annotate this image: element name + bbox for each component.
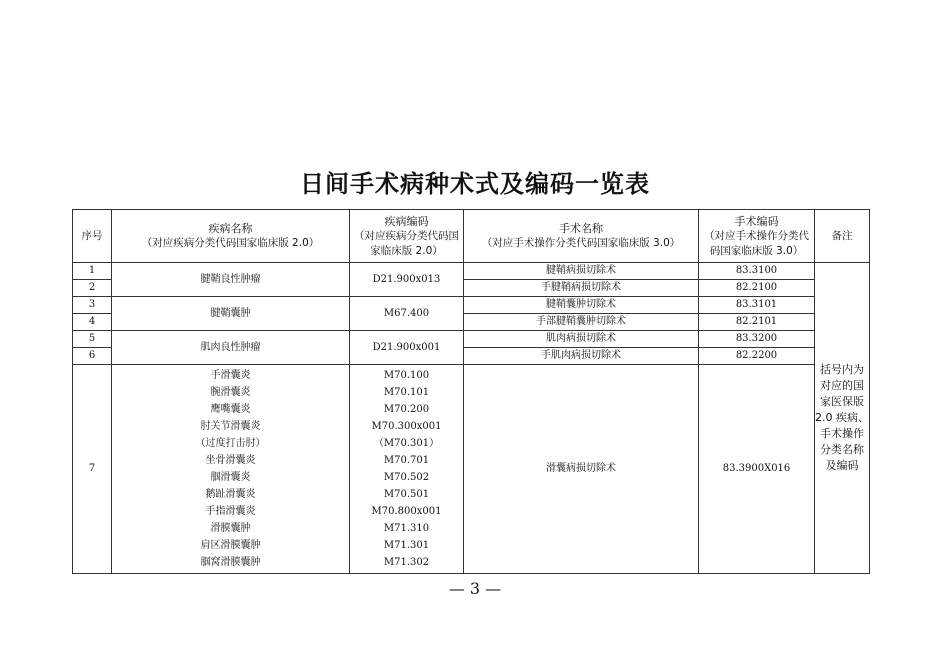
operation-code: 83.3101 <box>699 297 815 314</box>
disease-name: 坐骨滑囊炎 <box>205 455 256 466</box>
col-header-remark: 备注 <box>815 210 870 263</box>
disease-code: M70.701 <box>383 455 430 466</box>
col-header-disease-code: 疾病编码 （对应疾病分类代码国家临床版 2.0） <box>350 210 464 263</box>
header-row <box>73 210 870 263</box>
disease-code: M67.400 <box>350 297 464 331</box>
disease-code: D21.900x001 <box>350 331 464 365</box>
operation-name: 腱鞘囊肿切除术 <box>464 297 699 314</box>
operation-name: 腱鞘病损切除术 <box>464 263 699 280</box>
disease-code: M70.101 <box>383 387 430 398</box>
table-row <box>73 365 870 574</box>
remark-cell: 括号内为对应的国家医保版 2.0 疾病、手术操作分类名称及编码 <box>815 263 870 574</box>
disease-name: 腘窝滑膜囊肿 <box>200 557 261 568</box>
disease-name: （过度打击肘） <box>195 438 266 449</box>
disease-name: 鹅趾滑囊炎 <box>205 489 256 500</box>
operation-name: 手肌肉病损切除术 <box>464 348 699 365</box>
col-header-op-name: 手术名称 （对应手术操作分类代码国家临床版 3.0） <box>464 210 699 263</box>
disease-name: 腱鞘良性肿瘤 <box>112 263 350 297</box>
col-header-no: 序号 <box>73 210 112 263</box>
page-number: — 3 — <box>448 579 502 598</box>
disease-name-list <box>112 365 350 574</box>
disease-name: 腱鞘囊肿 <box>112 297 350 331</box>
disease-code: M71.310 <box>383 523 430 534</box>
operation-code: 82.2100 <box>699 280 815 297</box>
operation-name: 手腱鞘病损切除术 <box>464 280 699 297</box>
operation-code: 83.3900X016 <box>699 365 815 574</box>
disease-name: 滑膜囊肿 <box>210 523 251 534</box>
disease-code: （M70.301） <box>373 438 440 449</box>
disease-code: D21.900x013 <box>350 263 464 297</box>
table-row <box>73 297 870 314</box>
operation-code: 82.2200 <box>699 348 815 365</box>
disease-name: 腕滑囊炎 <box>210 387 251 398</box>
operation-name: 肌肉病损切除术 <box>464 331 699 348</box>
disease-code: M70.200 <box>383 404 430 415</box>
operation-name: 滑囊病损切除术 <box>464 365 699 574</box>
table-row <box>73 263 870 280</box>
disease-code: M71.302 <box>383 557 430 568</box>
operation-code: 83.3100 <box>699 263 815 280</box>
disease-name: 手滑囊炎 <box>210 370 251 381</box>
row-number: 6 <box>73 348 112 365</box>
table-row <box>73 331 870 348</box>
disease-name: 肘关节滑囊炎 <box>200 421 261 432</box>
col-header-op-code: 手术编码 （对应手术操作分类代码国家临床版 3.0） <box>699 210 815 263</box>
row-number: 5 <box>73 331 112 348</box>
row-number: 7 <box>73 365 112 574</box>
disease-name: 鹰嘴囊炎 <box>210 404 251 415</box>
disease-code: M70.502 <box>383 472 430 483</box>
disease-code: M70.300x001 <box>371 421 442 432</box>
disease-code: M71.301 <box>383 540 430 551</box>
col-header-disease-name: 疾病名称 （对应疾病分类代码国家临床版 2.0） <box>112 210 350 263</box>
procedure-table <box>72 209 870 574</box>
disease-name: 肩区滑膜囊肿 <box>200 540 261 551</box>
disease-name: 肌肉良性肿瘤 <box>112 331 350 365</box>
disease-code: M70.100 <box>383 370 430 381</box>
disease-code: M70.800x001 <box>371 506 442 517</box>
disease-name: 手指滑囊炎 <box>205 506 256 517</box>
row-number: 4 <box>73 314 112 331</box>
disease-code-list <box>350 365 464 574</box>
disease-code: M70.501 <box>383 489 430 500</box>
row-number: 2 <box>73 280 112 297</box>
operation-name: 手部腱鞘囊肿切除术 <box>464 314 699 331</box>
row-number: 3 <box>73 297 112 314</box>
disease-name: 腘滑囊炎 <box>210 472 251 483</box>
row-number: 1 <box>73 263 112 280</box>
operation-code: 82.2101 <box>699 314 815 331</box>
page-title: 日间手术病种术式及编码一览表 <box>300 170 650 198</box>
operation-code: 83.3200 <box>699 331 815 348</box>
